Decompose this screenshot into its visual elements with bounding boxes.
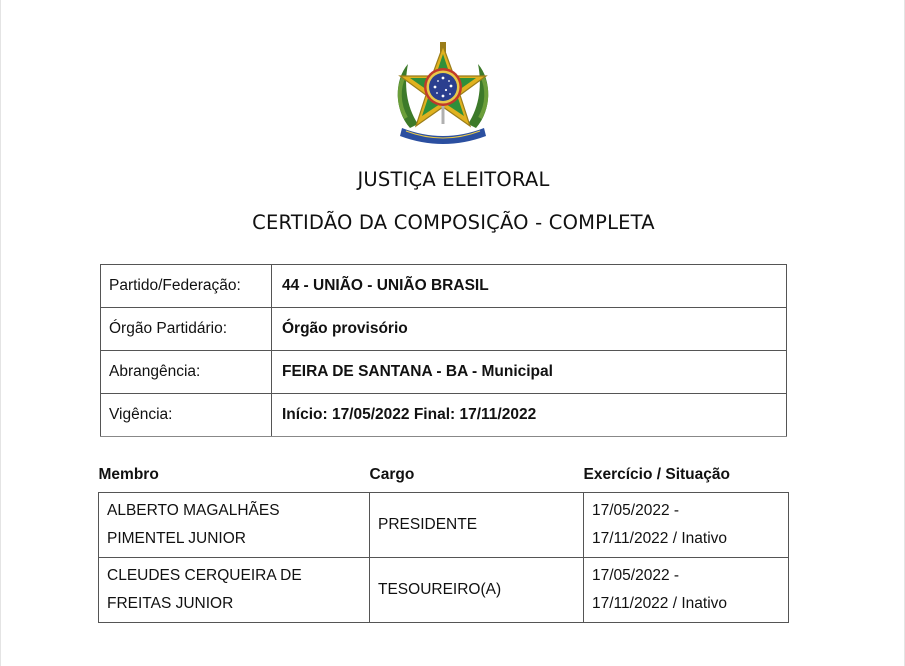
- member-term: [584, 493, 789, 558]
- member-term-line: 17/05/2022 -: [592, 502, 680, 519]
- info-label: Partido/Federação:: [101, 265, 272, 308]
- member-name: [99, 558, 370, 623]
- members-header-row: [99, 462, 789, 493]
- member-name-line: CLEUDES CERQUEIRA DE: [107, 567, 302, 584]
- page-subtitle: CERTIDÃO DA COMPOSIÇÃO - COMPLETA: [252, 211, 655, 234]
- member-term: [584, 558, 789, 623]
- info-row: [101, 394, 787, 437]
- column-header-exercicio: Exercício / Situação: [583, 466, 730, 483]
- info-value: 44 - UNIÃO - UNIÃO BRASIL: [272, 265, 787, 308]
- table-row: [99, 493, 789, 558]
- member-role: TESOUREIRO(A): [370, 558, 584, 623]
- page-title: JUSTIÇA ELEITORAL: [357, 168, 550, 191]
- info-row: [101, 351, 787, 394]
- member-term-line: 17/11/2022 / Inativo: [592, 595, 728, 612]
- member-name-line: ALBERTO MAGALHÃES: [107, 502, 280, 519]
- info-label: Abrangência:: [101, 351, 272, 394]
- info-row: [101, 265, 787, 308]
- member-term-line: 17/11/2022 / Inativo: [592, 530, 728, 547]
- member-name-line: PIMENTEL JUNIOR: [107, 530, 246, 547]
- coat-of-arms-emblem: [388, 40, 498, 152]
- column-header-membro: Membro: [98, 466, 159, 483]
- info-value: FEIRA DE SANTANA - BA - Municipal: [272, 351, 787, 394]
- info-label: Vigência:: [101, 394, 272, 437]
- member-name: [99, 493, 370, 558]
- column-header-cargo: Cargo: [369, 466, 415, 483]
- info-row: [101, 308, 787, 351]
- party-info-table: [100, 264, 787, 437]
- table-row: [99, 558, 789, 623]
- member-term-line: 17/05/2022 -: [592, 567, 680, 584]
- info-value: Início: 17/05/2022 Final: 17/11/2022: [272, 394, 787, 437]
- member-name-line: FREITAS JUNIOR: [107, 595, 234, 612]
- members-table: [98, 462, 789, 623]
- info-label: Órgão Partidário:: [101, 308, 272, 351]
- member-role: PRESIDENTE: [370, 493, 584, 558]
- info-value: Órgão provisório: [272, 308, 787, 351]
